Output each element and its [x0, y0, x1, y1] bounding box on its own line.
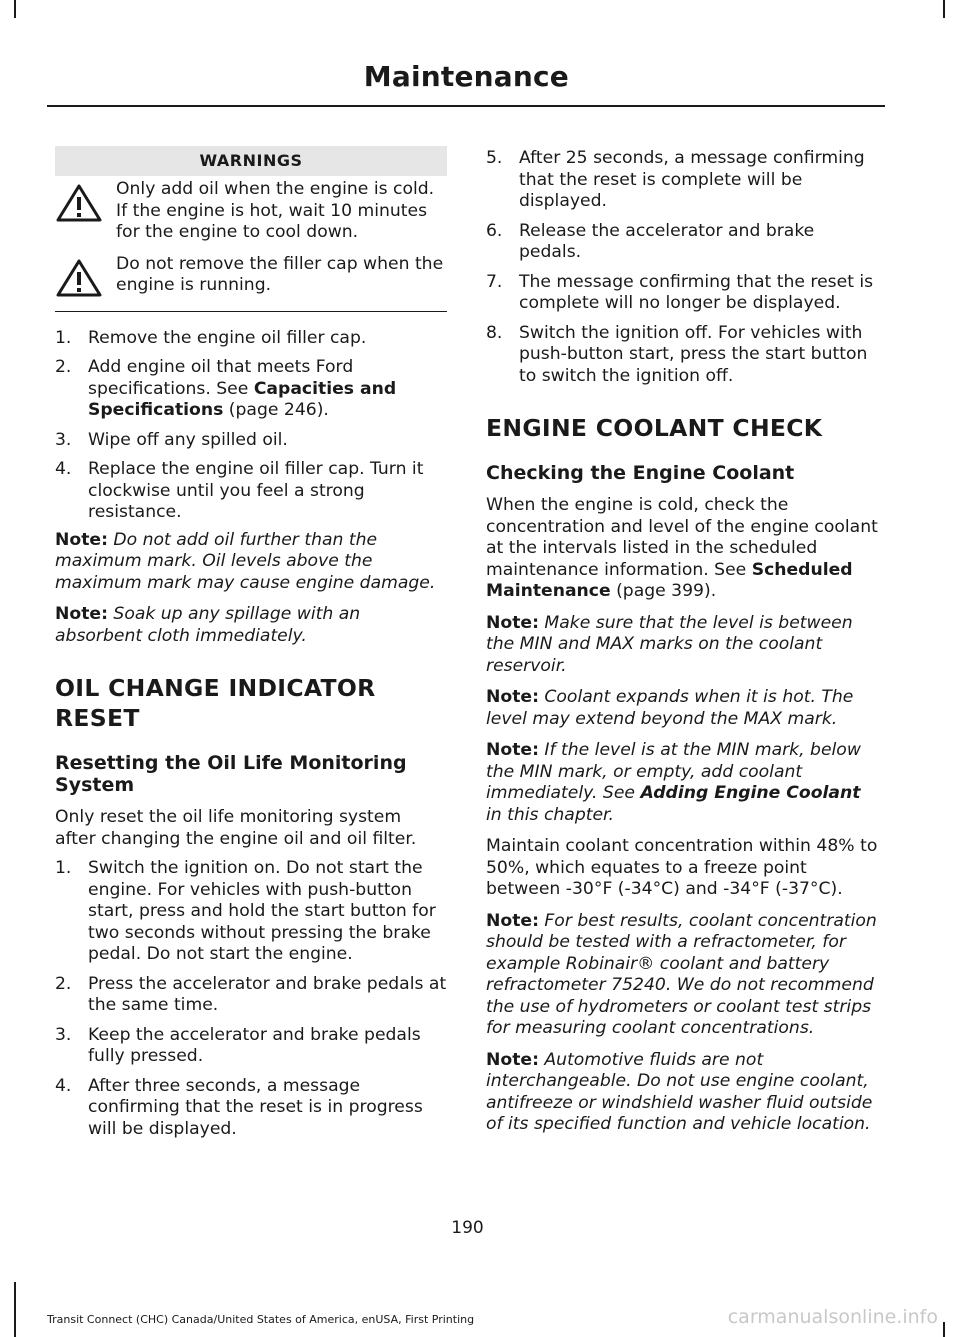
- page-title: Maintenance: [363, 60, 569, 93]
- note: Note: Automotive fluids are not interchangeable. Do not use engine coolant, antifreeze or windshield washer fluid outside of its specified function and vehicle location.: [486, 1049, 873, 1134]
- oil-add-steps: [55, 328, 447, 524]
- list-item: 3. Keep the accelerator and brake pedals fully pressed.: [55, 1024, 421, 1066]
- note: Note: For best results, coolant concentration should be tested with a refractometer, for example Robinair® coolant and battery refractometer 75240. We do not recommend the use of hydrometers or coolant test strips for measuring coolant concentrations.: [486, 910, 877, 1038]
- left-column: [55, 146, 447, 1140]
- warning-item: [55, 254, 447, 298]
- warnings-bottom-rule: [55, 311, 447, 312]
- warning-item: [55, 179, 447, 244]
- warning-text: Do not remove the filler cap when the engine is running.: [116, 253, 444, 295]
- warning-triangle-icon: [55, 183, 103, 223]
- warning-text: Only add oil when the engine is cold. If the engine is hot, wait 10 minutes for the engine to cool down.: [116, 179, 435, 242]
- reset-steps: [55, 858, 447, 1140]
- paragraph: Maintain coolant concentration within 48% to 50%, which equates to a freeze point between -30°F (-34°C) and -34°F (-37°C).: [486, 836, 878, 899]
- note: Note: Make sure that the level is between the MIN and MAX marks on the coolant reservoir.: [486, 612, 853, 676]
- watermark: carmanualsonline.info: [727, 1306, 938, 1328]
- list-item: 4. Replace the engine oil filler cap. Turn it clockwise until you feel a strong resistance.: [55, 459, 424, 522]
- cross-reference: Adding Engine Coolant: [640, 783, 861, 803]
- footer-text: Transit Connect (CHC) Canada/United States of America, enUSA, First Printing: [47, 1313, 475, 1326]
- list-item: 4. After three seconds, a message confirming that the reset is in progress will be displayed.: [55, 1075, 423, 1139]
- section-heading: ENGINE COOLANT CHECK: [486, 414, 823, 442]
- paragraph: When the engine is cold, check the concentration and level of the engine coolant at the intervals listed in the scheduled maintenance information. See Scheduled Maintenance (page 399).: [486, 495, 878, 601]
- cross-reference: Capacities and Specifications: [88, 378, 397, 420]
- list-item: 3. Wipe off any spilled oil.: [55, 429, 288, 450]
- crop-mark-top-left: [14, 0, 16, 18]
- note: Note: Soak up any spillage with an absorbent cloth immediately.: [55, 604, 361, 646]
- cross-reference: Scheduled Maintenance: [486, 559, 853, 601]
- list-item: 2. Press the accelerator and brake pedals at the same time.: [55, 973, 447, 1015]
- warnings-heading: WARNINGS: [55, 146, 447, 176]
- crop-mark-top-right: [943, 0, 945, 18]
- reset-steps-continued: [486, 148, 881, 387]
- crop-mark-bottom-left: [14, 1282, 16, 1337]
- subheading: Resetting the Oil Life Monitoring System: [55, 752, 407, 796]
- warnings-box: [55, 146, 447, 312]
- list-item: 6. Release the accelerator and brake pedals.: [486, 220, 815, 262]
- list-item: 7. The message confirming that the reset is complete will no longer be displayed.: [486, 271, 874, 313]
- crop-mark-bottom-right: [943, 1322, 945, 1337]
- list-item: 1. Switch the ignition on. Do not start the engine. For vehicles with push-button start, press and hold the start button for two seconds without pressing the brake pedal. Do not start the engine.: [55, 858, 436, 964]
- list-item: 8. Switch the ignition off. For vehicles with push-button start, press the start button to switch the ignition off.: [486, 322, 868, 386]
- subheading: Checking the Engine Coolant: [486, 462, 795, 484]
- list-item: 5. After 25 seconds, a message confirming that the reset is complete will be displayed.: [486, 148, 865, 211]
- list-item: 2. Add engine oil that meets Ford specifications. See Capacities and Specifications (page 246).: [55, 357, 397, 420]
- header-divider: [47, 105, 885, 107]
- note: Note: Coolant expands when it is hot. The level may extend beyond the MAX mark.: [486, 687, 854, 729]
- page-number: 190: [451, 1218, 484, 1238]
- list-item: 1. Remove the engine oil filler cap.: [55, 327, 367, 348]
- paragraph: Only reset the oil life monitoring system after changing the engine oil and oil filter.: [55, 807, 417, 849]
- section-heading: OIL CHANGE INDICATOR RESET: [55, 674, 376, 732]
- warning-triangle-icon: [55, 258, 103, 298]
- note: Note: If the level is at the MIN mark, below the MIN mark, or empty, add coolant immediately. See Adding Engine Coolant in this chapter.: [486, 740, 861, 825]
- note: Note: Do not add oil further than the maximum mark. Oil levels above the maximum mark may cause engine damage.: [55, 529, 436, 593]
- right-column: [486, 148, 881, 1136]
